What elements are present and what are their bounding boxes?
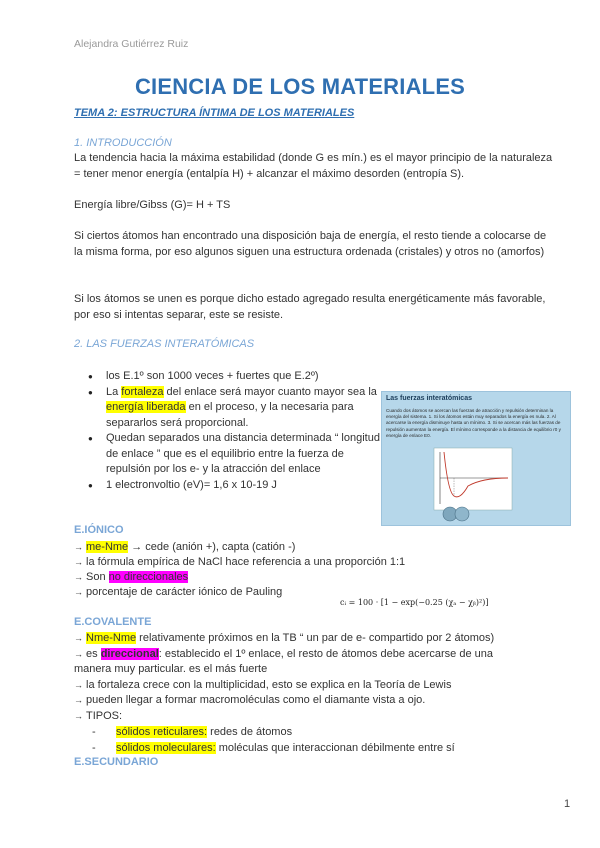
tipo-item-reticulares: - sólidos reticulares: redes de átomos [92,726,293,738]
covalente-line-5: → TIPOS: [74,710,123,722]
intro-paragraph-4: Si los átomos se unen es porque dicho estado agregado resulta energéticamente más favorable, por eso si intentas separar, este se resiste. [74,293,546,321]
header-author: Alejandra Gutiérrez Ruiz [74,38,189,50]
intro-paragraph-1: La tendencia hacia la máxima estabilidad (donde G es mín.) es el mayor principio de la naturaleza = tener menor energía (entalpía H) + alcanzar el máximo desorden (entropía S). [74,152,553,180]
page-title: CIENCIA DE LOS MATERIALES [134,74,466,99]
page-number: 1 [564,798,571,810]
pauling-formula: cᵢ = 100 · [1 − exp(−0.25 (χₐ − χᵦ)²)] [340,598,489,607]
list-item: ● 1 electronvoltio (eV)= 1,6 x 10-19 J [88,478,388,494]
fuerzas-bullet-list [88,369,388,493]
arrow-right-icon: → [74,542,83,552]
arrow-right-icon: → [74,633,83,643]
ionico-line-4: → porcentaje de carácter iónico de Pauling [74,586,283,598]
arrow-right-icon: → [74,649,83,659]
covalente-line-2: → es direccional: establecido el 1º enlace, el resto de átomos debe acercarse de una [74,648,493,660]
tipo-item-moleculares: - sólidos moleculares: moléculas que interaccionan débilmente entre sí [92,742,455,754]
ionico-line-2: → la fórmula empírica de NaCl hace referencia a una proporción 1:1 [74,556,406,568]
covalente-line-3: → la fortaleza crece con la multiplicidad, esto se explica en la Teoría de Lewis [74,679,452,691]
intro-paragraph-gibbs: Energía libre/Gibss (G)= H + TS [74,199,231,211]
inset-title: Las fuerzas interatómicas [386,395,472,402]
list-item: ● Quedan separados una distancia determinada “ longitud de enlace ” que es el equilibrio entre la fuerza de repulsión por los e- y la atracción del enlace [88,431,388,478]
heading-enlace-secundario: E.SECUNDARIO [74,756,159,768]
interatomic-forces-image [381,391,571,526]
section-heading-fuerzas: 2. LAS FUERZAS INTERATÓMICAS [74,338,255,350]
arrow-right-icon: → [74,695,83,705]
ionico-line-1: → me-Nme → cede (anión +), capta (catión -) [74,541,296,553]
list-item: ● La fortaleza del enlace será mayor cuanto mayor sea la energía liberada en el proceso, y la necesaria para separarlos será proporcional. [88,385,388,432]
inset-text: Cuando dos átomos se acercan las fuerzas de atracción y repulsión determinan la energía del sistema. 1. Si los átomos están muy separados la energía es nula. 2. Al acercarse la energía disminuye hasta un mínimo. 3. Si se acercan más las fuerzas de repulsión aumentan la energía. El mínimo corresponde a la distancia de equilibrio r0 y energía de enlace E0. [386,408,561,438]
ionico-line-3: → Son no direccionales [74,571,189,583]
heading-enlace-ionico: E.IÓNICO [74,524,124,536]
intro-paragraph-3: Si ciertos átomos han encontrado una disposición baja de energía, el resto tiende a colocarse de la misma forma, por eso algunos siguen una estructura ordenada (cristales) y otros no (amorfos) [74,230,547,258]
arrow-right-icon: → [74,572,83,582]
covalente-line-2b: manera muy particular. es el más fuerte [74,663,268,675]
list-item: ● los E.1º son 1000 veces + fuertes que E.2º) [88,369,388,385]
section-heading-introduccion: 1. INTRODUCCIÓN [74,137,172,149]
heading-enlace-covalente: E.COVALENTE [74,616,152,628]
energy-curve-graphic [382,392,570,525]
page-subtitle: TEMA 2: ESTRUCTURA ÍNTIMA DE LOS MATERIALES [74,107,355,119]
covalente-line-4: → pueden llegar a formar macromoléculas como el diamante vista a ojo. [74,694,426,706]
arrow-right-icon: → [74,557,83,567]
arrow-right-icon: → [74,680,83,690]
arrow-right-icon: → [74,587,83,597]
covalente-line-1: → Nme-Nme relativamente próximos en la TB “ un par de e- compartido por 2 átomos) [74,632,495,644]
highlight-fortaleza: fortaleza [121,385,164,398]
highlight-energia-liberada: energía liberada [106,401,186,413]
arrow-right-icon: → [74,711,83,721]
